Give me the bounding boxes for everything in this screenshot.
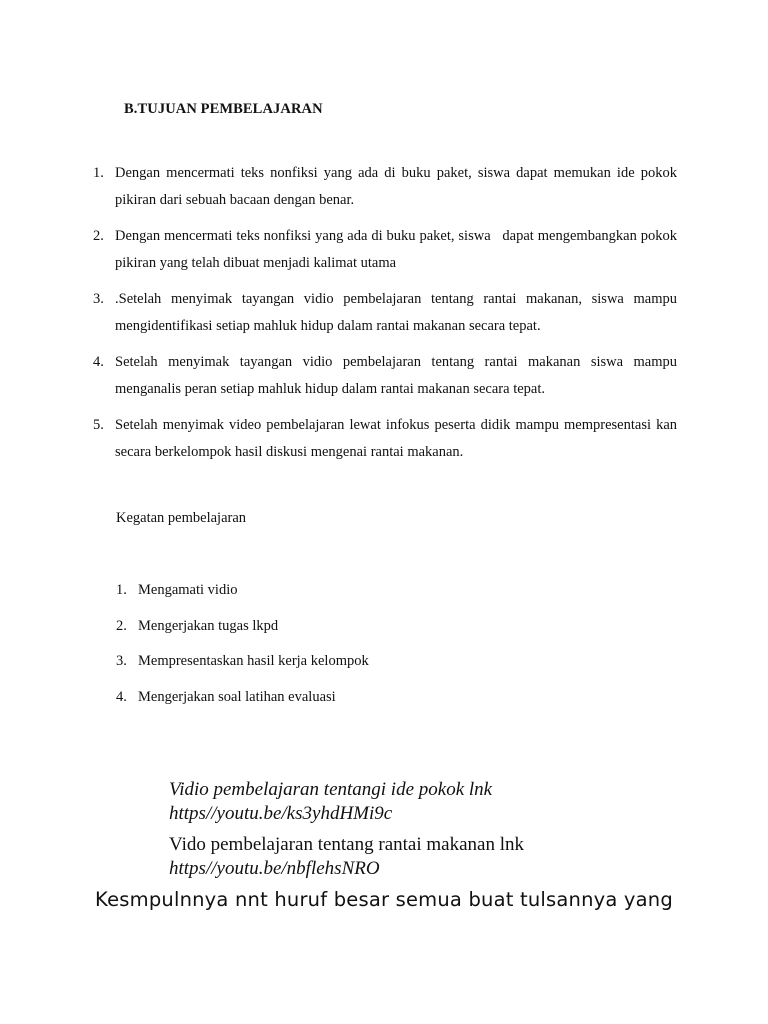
video-link-url[interactable]: https//youtu.be/ks3yhdHMi9c (169, 803, 393, 824)
activity-text: Mempresentaskan hasil kerja kelompok (138, 653, 369, 670)
video-link-title: Vido pembelajaran tentang rantai makanan lnk (169, 834, 524, 855)
activity-item (116, 614, 616, 650)
activity-item (116, 578, 616, 614)
list-number: 4. (93, 354, 104, 370)
list-number: 4. (116, 688, 127, 705)
list-number: 2. (93, 228, 104, 244)
objective-text: .Setelah menyimak tayangan vidio pembelajaran tentang rantai makanan, siswa mampu mengidentifikasi setiap mahluk hidup dalam rantai makanan secara tepat. (115, 291, 677, 334)
activity-item (116, 685, 616, 721)
objectives-list (93, 160, 681, 475)
list-number: 1. (116, 582, 127, 598)
objective-item (93, 286, 677, 340)
objective-text: Setelah menyimak tayangan vidio pembelajaran tentang rantai makanan siswa mampu menganalis peran setiap mahluk hidup dalam rantai makanan secara tepat. (115, 354, 677, 397)
activity-text: Mengerjakan soal latihan evaluasi (138, 688, 336, 705)
video-link-block-ide-pokok (169, 778, 729, 826)
activity-text: Mengerjakan tugas lkpd (138, 617, 279, 634)
objective-text: Setelah menyimak video pembelajaran lewat infokus peserta didik mampu mempresentasi kan secara berkelompok hasil diskusi mengenai rantai makanan. (115, 417, 677, 460)
objective-item (93, 223, 681, 277)
objective-text: Dengan mencermati teks nonfiksi yang ada di buku paket, siswa dapat mengembangkan pokok pikiran yang telah dibuat menjadi kalimat utama (115, 228, 681, 271)
video-link-title: Vidio pembelajaran tentangi ide pokok lnk (169, 779, 493, 800)
objective-item (93, 412, 677, 466)
activity-text: Mengamati vidio (138, 582, 238, 598)
activities-list (116, 578, 616, 720)
list-number: 3. (116, 653, 127, 670)
footer-note: Kesmpulnnya nnt huruf besar semua buat tulsannya yang (95, 888, 673, 911)
video-link-block-rantai-makanan (169, 833, 729, 881)
activities-title: Kegatan pembelajaran (116, 510, 247, 526)
list-number: 1. (93, 165, 104, 181)
list-number: 2. (116, 617, 127, 634)
list-number: 3. (93, 291, 104, 307)
objective-item (93, 160, 677, 214)
objective-item (93, 349, 677, 403)
page-heading: B.TUJUAN PEMBELAJARAN (124, 101, 323, 117)
video-link-url[interactable]: https//youtu.be/nbflehsNRO (169, 858, 380, 879)
objective-text: Dengan mencermati teks nonfiksi yang ada di buku paket, siswa dapat memukan ide pokok pikiran dari sebuah bacaan dengan benar. (115, 165, 677, 208)
list-number: 5. (93, 417, 104, 433)
activity-item (116, 649, 616, 685)
